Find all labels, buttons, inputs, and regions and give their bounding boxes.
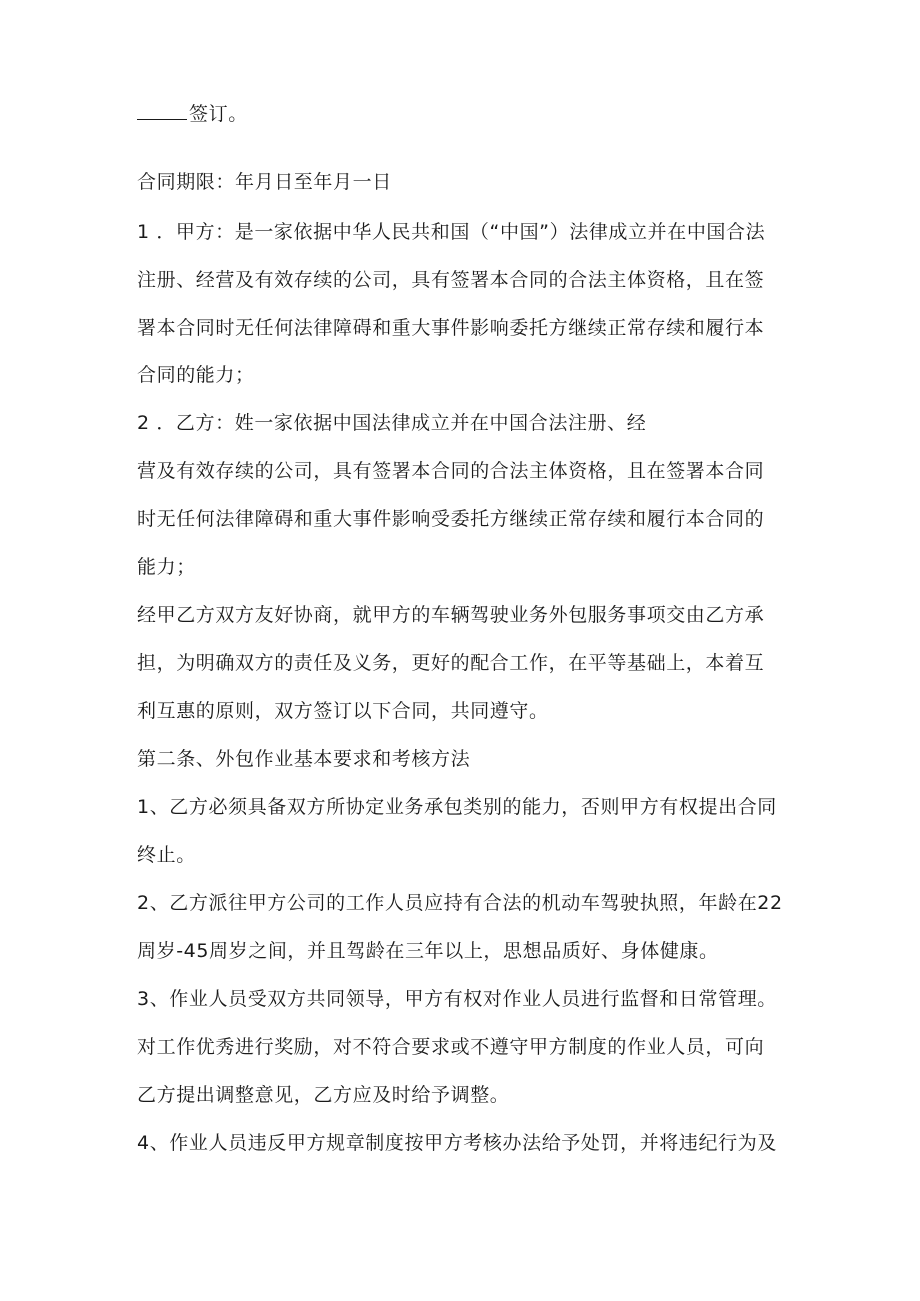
signature-blank: [137, 103, 187, 120]
item-3-line-3: 乙方提出调整意见，乙方应及时给予调整。: [137, 1084, 510, 1106]
preamble-line-3: 利互惠的原则，双方签订以下合同，共同遵守。: [137, 700, 549, 722]
signing-line: [137, 102, 248, 126]
clause-party-b-line-3: 时无任何法律障碍和重大事件影响受委托方继续正常存续和履行本合同的: [137, 508, 765, 530]
clause-party-b-line-1: 2 ．乙方：姓一家依据中国法律成立并在中国合法注册、经: [137, 412, 647, 434]
clause-party-b-line-4: 能力；: [137, 556, 196, 578]
preamble-line-2: 担，为明确双方的责任及义务，更好的配合工作，在平等基础上，本着互: [137, 652, 765, 674]
item-2-line-2: 周岁-45周岁之间，并且驾龄在三年以上，思想品质好、身体健康。: [137, 940, 719, 962]
preamble-line-1: 经甲乙方双方友好协商，就甲方的车辆驾驶业务外包服务事项交由乙方承: [137, 604, 765, 626]
item-4-line-1: 4、作业人员违反甲方规章制度按甲方考核办法给予处罚，并将违纪行为及: [137, 1132, 777, 1154]
clause-party-b-line-2: 营及有效存续的公司，具有签署本合同的合法主体资格，且在签署本合同: [137, 460, 765, 482]
item-1-line-1: 1、乙方必须具备双方所协定业务承包类别的能力，否则甲方有权提出合同: [137, 796, 777, 818]
contract-term: 合同期限：年月日至年月一日: [137, 171, 392, 193]
item-2-line-1: 2、乙方派往甲方公司的工作人员应持有合法的机动车驾驶执照，年龄在22: [137, 892, 783, 914]
item-3-line-2: 对工作优秀进行奖励，对不符合要求或不遵守甲方制度的作业人员，可向: [137, 1036, 765, 1058]
signing-text: 签订。: [189, 103, 248, 125]
item-3-line-1: 3、作业人员受双方共同领导，甲方有权对作业人员进行监督和日常管理。: [137, 988, 777, 1010]
item-1-line-2: 终止。: [137, 844, 196, 866]
clause-party-a-line-4: 合同的能力；: [137, 364, 255, 386]
clause-party-a-line-2: 注册、经营及有效存续的公司，具有签署本合同的合法主体资格，且在签: [137, 269, 765, 291]
clause-party-a-line-3: 署本合同时无任何法律障碍和重大事件影响委托方继续正常存续和履行本: [137, 317, 765, 339]
clause-party-a-line-1: 1 ．甲方：是一家依据中华人民共和国（“中国”）法律成立并在中国合法: [137, 221, 766, 243]
article-two-heading: 第二条、外包作业基本要求和考核方法: [137, 748, 471, 770]
